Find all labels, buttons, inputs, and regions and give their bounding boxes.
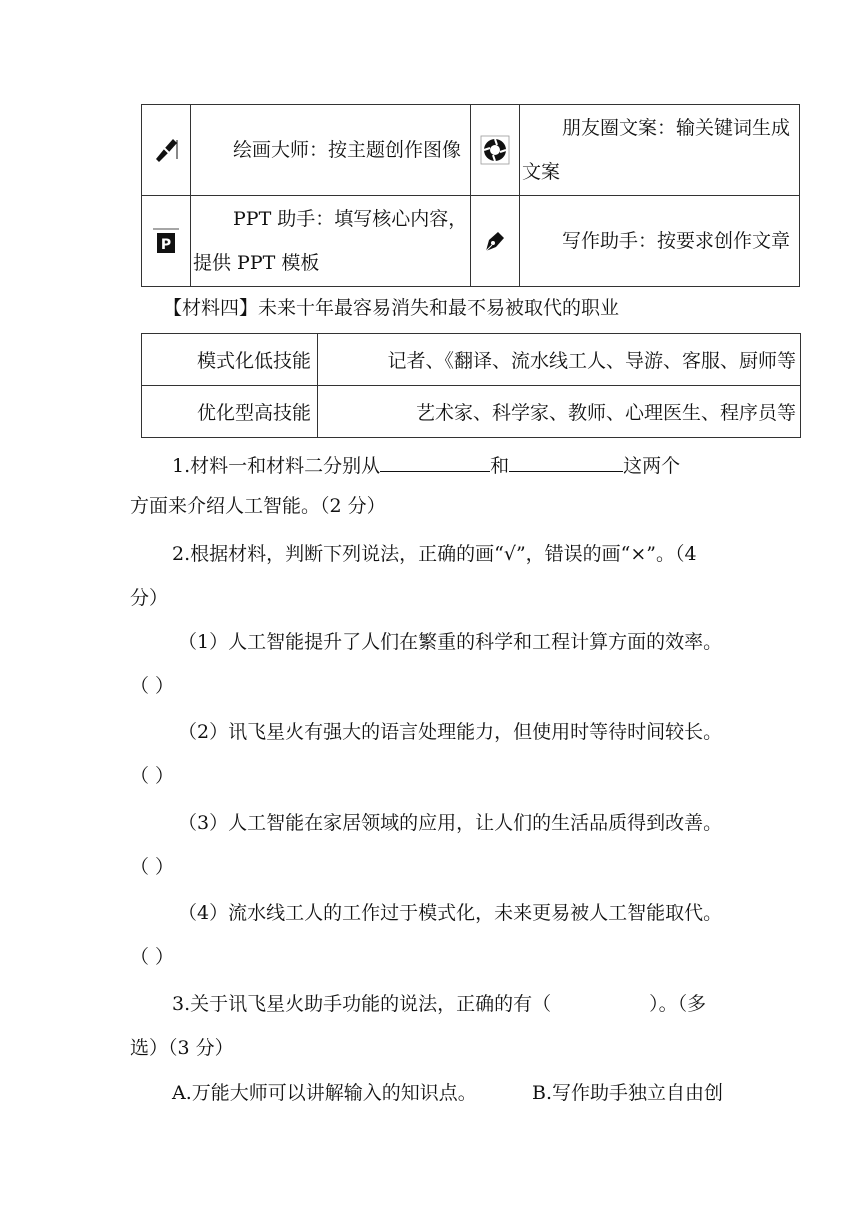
- option-a: A.万能大师可以讲解输入的知识点。: [172, 1082, 477, 1104]
- ppt-icon: [142, 196, 191, 287]
- question-1-line1: 1.材料一和材料二分别从 和 这两个: [172, 455, 681, 477]
- job-list: 艺术家、科学家、教师、心理医生、程序员等: [318, 386, 801, 438]
- svg-text:P: P: [160, 237, 172, 253]
- table-row: [142, 386, 801, 438]
- question-2-line1: 2.根据材料，判断下列说法，正确的画“√”，错误的画“×”。（4: [172, 543, 697, 565]
- answer-paren-3[interactable]: （ ）: [130, 856, 175, 878]
- question-2-line2: 分）: [130, 587, 169, 609]
- table-row: [142, 334, 801, 386]
- tool-text-ppt: PPT 助手：填写核心内容，提供 PPT 模板: [191, 196, 471, 287]
- material4-heading: 【材料四】未来十年最容易消失和最不易被取代的职业: [163, 297, 620, 319]
- answer-blank-1[interactable]: [380, 453, 490, 472]
- jobs-table: [141, 333, 801, 438]
- tools-table: [141, 104, 800, 287]
- question-2-item-4: （4）流水线工人的工作过于模式化，未来更易被人工智能取代。: [178, 902, 723, 924]
- answer-paren-1[interactable]: （ ）: [130, 675, 175, 697]
- question-3-line1: 3.关于讯飞星火助手功能的说法，正确的有（ ）。（多: [172, 993, 707, 1015]
- answer-paren-2[interactable]: （ ）: [130, 765, 175, 787]
- answer-paren-4[interactable]: （ ）: [130, 946, 175, 968]
- tool-text-moments: 朋友圈文案：输关键词生成文案: [520, 105, 800, 196]
- tool-text-painting: 绘画大师：按主题创作图像: [191, 105, 471, 196]
- option-b: B.写作助手独立自由创: [532, 1082, 724, 1104]
- question-2-item-3: （3）人工智能在家居领域的应用，让人们的生活品质得到改善。: [178, 812, 723, 834]
- pen-icon: [471, 196, 520, 287]
- answer-blank-2[interactable]: [509, 453, 623, 472]
- question-1-line2: 方面来介绍人工智能。（2 分）: [130, 495, 386, 517]
- question-2-item-1: （1）人工智能提升了人们在繁重的科学和工程计算方面的效率。: [178, 631, 723, 653]
- question-2-item-2: （2）讯飞星火有强大的语言处理能力，但使用时等待时间较长。: [178, 721, 723, 743]
- job-list: 记者、《翻译、流水线工人、导游、客服、厨师等: [318, 334, 801, 386]
- job-type: 优化型高技能: [142, 386, 318, 438]
- job-type: 模式化低技能: [142, 334, 318, 386]
- question-3-line2: 选）（3 分）: [130, 1037, 234, 1059]
- tool-text-writing: 写作助手：按要求创作文章: [520, 196, 800, 287]
- brush-icon: [142, 105, 191, 196]
- aperture-icon: [471, 105, 520, 196]
